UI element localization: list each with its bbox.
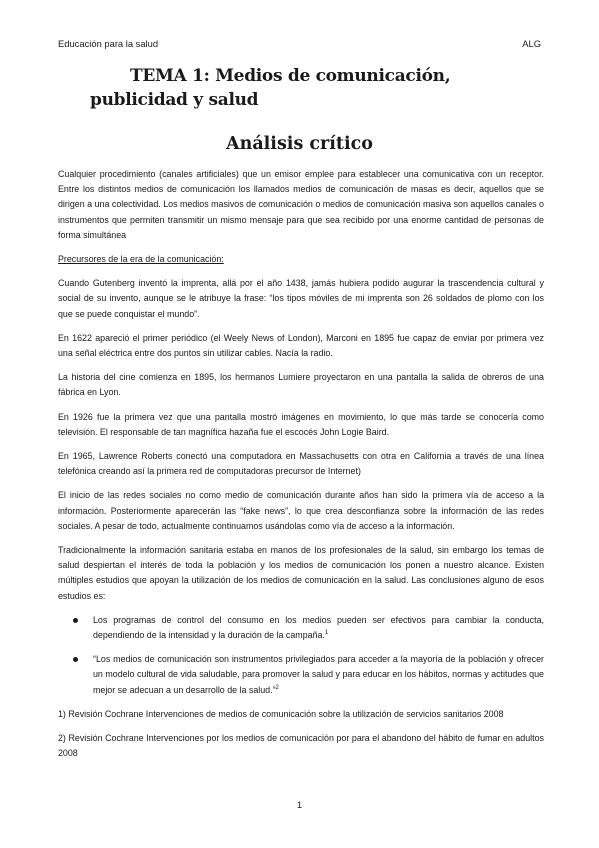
section-heading: Precursores de la era de la comunicación:: [58, 254, 224, 265]
bullet-icon: [73, 618, 78, 623]
paragraph: En 1926 fue la primera vez que una pantalla mostró imágenes en movimiento, lo que más tarde se conocería como televisión. El responsable de tan magnífica hazaña fue el escocés John Logie Baird.: [58, 411, 544, 437]
bullet-item: [58, 613, 544, 643]
footnote-marker: 2: [275, 684, 279, 691]
page-number: 1: [296, 800, 303, 811]
document-title: TEMA 1: Medios de comunicación, publicidad y salud: [90, 66, 451, 110]
intro-paragraph: Cualquier procedimiento (canales artificiales) que un emisor emplee para establecer una comunicativa con un receptor. Entre los distintos medios de comunicación los llamados medios de comunicación de masas es decir, aquellos que se dirigen a una colectividad. Los medios masivos de comunicación o medios de comunicación masiva son aquellos canales o instrumentos que permiten transmitir un mismo mensaje para que sea recibido por una enorme cantidad de personas de forma simultánea: [58, 169, 544, 240]
paragraph: Tradicionalmente la información sanitaria estaba en manos de los profesionales de la salud, sin embargo los temas de salud despiertan el interés de toda la población y los medios de comunicación los ponen a nuestro alcance. Existen múltiples estudios que apoyan la utilización de los medios de comunicación en la salud. Las conclusiones alguno de esos estudios es:: [58, 545, 544, 601]
document-subtitle: Análisis crítico: [226, 134, 373, 154]
bullet-list: [58, 613, 544, 698]
reference: 2) Revisión Cochrane Intervenciones por los medios de comunicación por para el abandono del hábito de fumar en adultos 2008: [58, 733, 544, 759]
footnote-marker: 1: [324, 630, 329, 637]
document-body: [58, 167, 544, 771]
header-right: ALG: [522, 38, 541, 49]
paragraph: Cuando Gutenberg inventó la imprenta, allá por el año 1438, jamás hubiera podido augurar la trascendencia cultural y social de su invento, aunque se le atribuye la frase: “los tipos móviles de mi imprenta son 26 soldados de plomo con los que se puede conquistar el mundo”.: [58, 278, 544, 319]
bullet-text: Los programas de control del consumo en los medios pueden ser efectivos para cambiar la conducta, dependiendo de la intensidad y la duración de la campaña.: [93, 614, 544, 641]
bullet-item: [58, 652, 544, 698]
paragraph: La historia del cine comienza en 1895, los hermanos Lumiere proyectaron en una pantalla la salida de obreros de una fábrica en Lyon.: [58, 372, 544, 398]
reference: 1) Revisión Cochrane Intervenciones de medios de comunicación sobre la utilización de servicios sanitarios 2008: [58, 708, 504, 719]
paragraph: En 1965, Lawrence Roberts conectó una computadora en Massachusetts con otra en California a través de una línea telefónica creando así la primera red de computadoras precursor de Internet): [58, 451, 544, 477]
paragraph: En 1622 apareció el primer periódico (el Weely News of London), Marconi en 1895 fue capaz de enviar por primera vez una señal eléctrica entre dos puntos sin utilizar cables. Nacía la radio.: [58, 332, 544, 359]
bullet-icon: [73, 657, 78, 662]
bullet-text: “Los medios de comunicación son instrumentos privilegiados para acceder a la mayoría de la población y ofrecer un modelo cultural de vida saludable, para promover la salud y para educar en los hábitos, normas y actitudes que mejor se adecuan a un desarrollo de la salud.”: [93, 654, 544, 695]
paragraph: El inicio de las redes sociales no como medio de comunicación durante años han sido la primera vía de acceso a la información. Posteriormente aparecerán las “fake news”, lo que crea desconfianza sobre la información de las redes sociales. A pesar de todo, actualmente continuamos usándolas como vía de acceso a la información.: [58, 490, 544, 531]
header-left: Educación para la salud: [58, 38, 159, 49]
